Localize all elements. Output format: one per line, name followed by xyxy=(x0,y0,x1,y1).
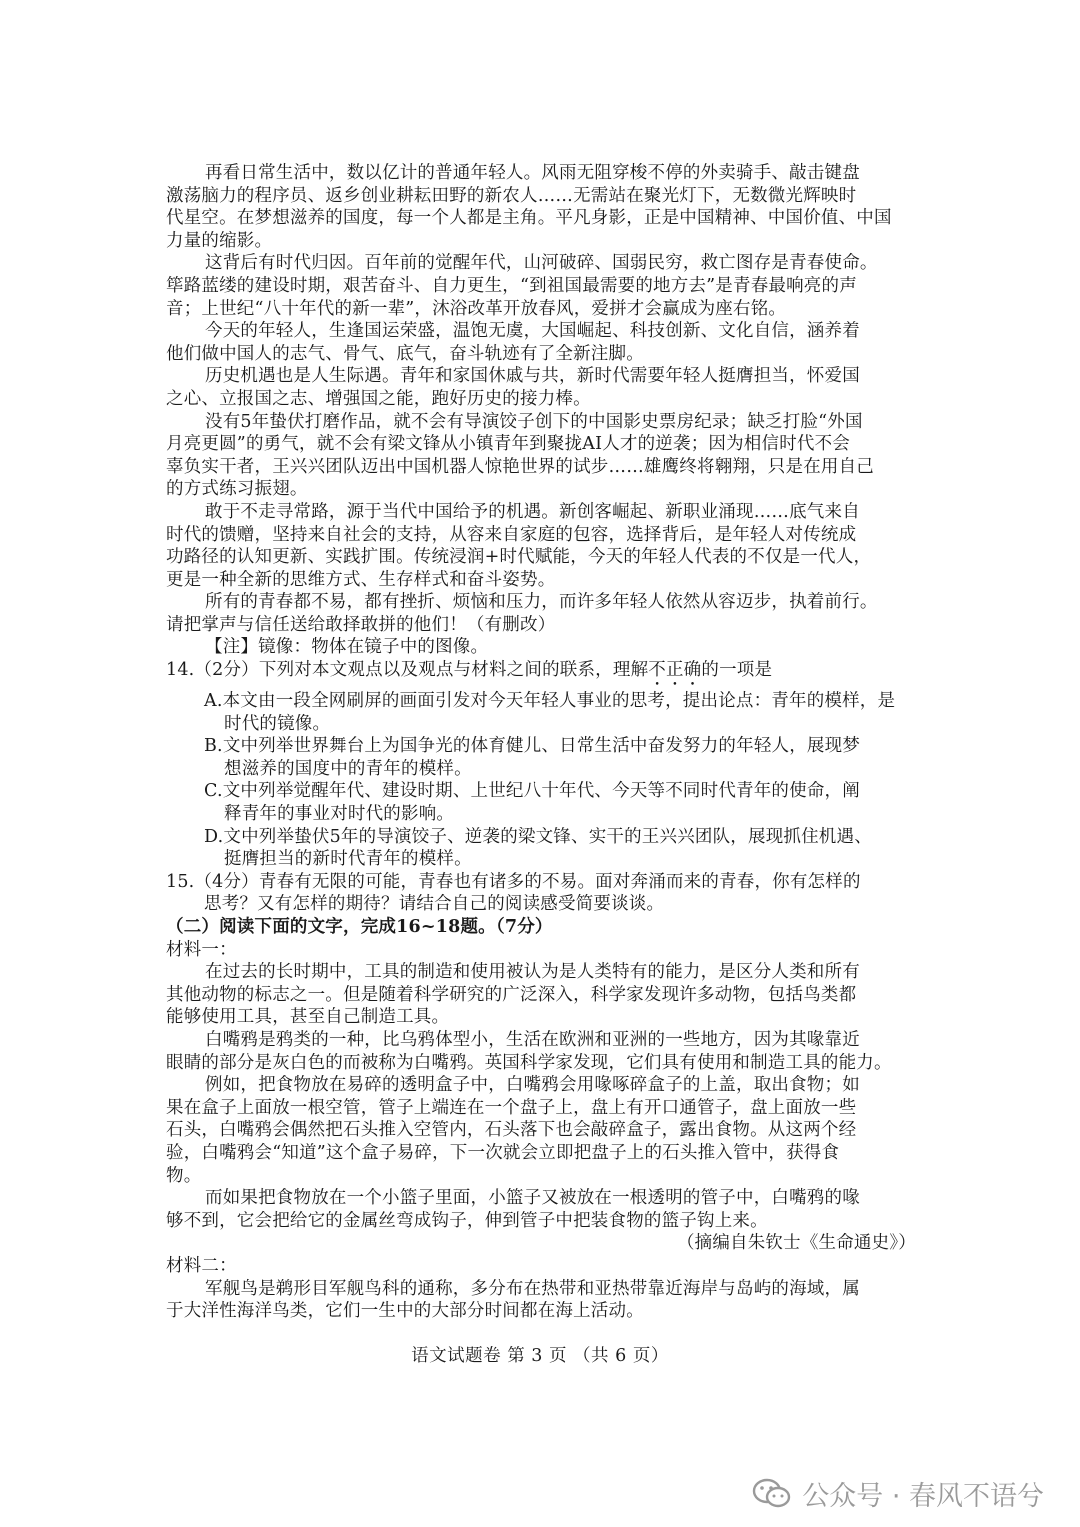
option-d-cont: 挺膺担当的新时代青年的模样。 xyxy=(224,849,472,870)
passage-note: 【注】镜像：物体在镜子中的图像。 xyxy=(205,637,489,658)
passage-line: 请把掌声与信任送给敢择敢拼的他们！（有删改） xyxy=(166,614,556,635)
option-a-cont: 时代的镜像。 xyxy=(224,713,331,734)
material-2-line: 军舰鸟是鹈形目军舰鸟科的通称，多分布在热带和亚热带靠近海岸与岛屿的海域，属 xyxy=(205,1278,860,1299)
material-1-line: 其他动物的标志之一。但是随着科学研究的广泛深入，科学家发现许多动物，包括鸟类都 xyxy=(166,984,857,1005)
material-1-line: 白嘴鸦是鸦类的一种，比乌鸦体型小，生活在欧洲和亚洲的一些地方，因为其喙靠近 xyxy=(205,1029,860,1050)
passage-line: 更是一种全新的思维方式、生存样式和奋斗姿势。 xyxy=(166,569,556,590)
question-15 xyxy=(166,871,922,916)
passage-line: 没有5年蛰伏打磨作品，就不会有导演饺子创下的中国影史票房纪录；缺乏打脸“外国 xyxy=(205,411,863,432)
passage-line: 今天的年轻人，生逢国运荣盛，温饱无虞，大国崛起、科技创新、文化自信，涵养着 xyxy=(205,321,860,342)
watermark xyxy=(752,1474,1044,1513)
section-2-heading: （二）阅读下面的文字，完成16~18题。（7分） xyxy=(166,917,553,937)
material-1-line: 够不到，它会把给它的金属丝弯成钩子，伸到管子中把装食物的篮子钩上来。 xyxy=(166,1210,768,1231)
question-15-line: 思考？又有怎样的期待？请结合自己的阅读感受简要谈谈。 xyxy=(204,894,665,915)
passage-line: 所有的青春都不易，都有挫折、烦恼和压力，而许多年轻人依然从容迈步，执着前行。 xyxy=(205,592,878,613)
passage xyxy=(166,162,922,659)
passage-line: 的方式练习振翅。 xyxy=(166,479,308,500)
option-b: B.文中列举世界舞台上为国争光的体育健儿、日常生活中奋发努力的年轻人，展现梦 xyxy=(204,736,861,757)
passage-line: 筚路蓝缕的建设时期，艰苦奋斗、自力更生，“到祖国最需要的地方去”是青春最响亮的声 xyxy=(166,275,857,296)
passage-line: 他们做中国人的志气、骨气、底气，奋斗轨迹有了全新注脚。 xyxy=(166,343,644,364)
page-footer: 语文试题卷 第 3 页 （共 6 页） xyxy=(411,1346,669,1366)
passage-line: 再看日常生活中，数以亿计的普通年轻人。风雨无阻穿梭不停的外卖骑手、敲击键盘 xyxy=(205,163,860,183)
passage-line: 力量的缩影。 xyxy=(166,230,273,251)
material-1-label: 材料一： xyxy=(166,939,237,960)
material-1-line: 物。 xyxy=(166,1165,202,1186)
material-2-line: 于大洋性海洋鸟类，它们一生中的大部分时间都在海上活动。 xyxy=(166,1301,644,1322)
question-14 xyxy=(166,659,922,871)
passage-line: 音；上世纪“八十年代的新一辈”，沐浴改革开放春风，爱拼才会赢成为座右铭。 xyxy=(166,298,787,319)
question-15-line: 15.（4分）青春有无限的可能，青春也有诸多的不易。面对奔涌而来的青春，你有怎样的 xyxy=(166,871,861,892)
passage-line: 历史机遇也是人生际遇。青年和家国休戚与共，新时代需要年轻人挺膺担当，怀爱国 xyxy=(205,366,860,387)
option-c: C.文中列举觉醒年代、建设时期、上世纪八十年代、今天等不同时代青年的使命，阐 xyxy=(204,781,860,802)
passage-line: 代星空。在梦想滋养的国度，每一个人都是主角。平凡身影，正是中国精神、中国价值、中国 xyxy=(166,208,892,229)
passage-line: 这背后有时代归因。百年前的觉醒年代，山河破碎、国弱民穷，救亡图存是青春使命。 xyxy=(205,253,878,274)
question-14-emphasis: 不正确 xyxy=(648,660,702,681)
material-2-label: 材料二： xyxy=(166,1255,237,1276)
material-1-line: 眼睛的部分是灰白色的而被称为白嘴鸦。英国科学家发现，它们具有使用和制造工具的能力。 xyxy=(166,1052,892,1073)
passage-line: 时代的馈赠，坚持来自社会的支持，从容来自家庭的包容，选择背后，是年轻人对传统成 xyxy=(166,524,857,545)
material-1-source: （摘编自朱钦士《生命通史》） xyxy=(676,1233,916,1254)
question-14-stem-text: 14.（2分）下列对本文观点以及观点与材料之间的联系，理解 xyxy=(166,660,649,681)
option-a: A.本文由一段全网刷屏的画面引发对今天年轻人事业的思考，提出论点：青年的模样，是 xyxy=(204,691,896,712)
material-1-line: 在过去的长时期中，工具的制造和使用被认为是人类特有的能力，是区分人类和所有 xyxy=(205,962,860,983)
option-d: D.文中列举蛰伏5年的导演饺子、逆袭的梁文锋、实干的王兴兴团队，展现抓住机遇、 xyxy=(204,826,872,847)
passage-line: 月亮更圆”的勇气，就不会有梁文锋从小镇青年到聚拢AI人才的逆袭；因为相信时代不会 xyxy=(166,434,850,455)
passage-line: 之心、立报国之志、增强国之能，跑好历史的接力棒。 xyxy=(166,388,591,409)
passage-line: 敢于不走寻常路，源于当代中国给予的机遇。新创客崛起、新职业涌现……底气来自 xyxy=(205,501,860,522)
wechat-official-account-icon xyxy=(752,1478,792,1510)
material-1-line: 例如，把食物放在易碎的透明盒子中，白嘴鸦会用喙啄碎盒子的上盖，取出食物；如 xyxy=(205,1075,860,1096)
material-1-line: 验，白嘴鸦会“知道”这个盒子易碎，下一次就会立即把盘子上的石头推入管中，获得食 xyxy=(166,1142,840,1163)
section-2 xyxy=(166,916,922,1323)
question-14-stem xyxy=(166,659,922,690)
material-1-line: 果在盒子上面放一根空管，管子上端连在一个盘子上，盘上有开口通管子，盘上面放一些 xyxy=(166,1097,857,1118)
exam-page xyxy=(166,162,922,1323)
question-14-stem-tail: 的一项是 xyxy=(701,660,773,681)
passage-line: 激荡脑力的程序员、返乡创业耕耘田野的新农人……无需站在聚光灯下，无数微光辉映时 xyxy=(166,185,857,206)
option-c-cont: 释青年的事业对时代的影响。 xyxy=(224,804,455,825)
passage-line: 辜负实干者，王兴兴团队迈出中国机器人惊艳世界的试步……雄鹰终将翱翔，只是在用自己 xyxy=(166,456,874,477)
material-1-line: 而如果把食物放在一个小篮子里面，小篮子又被放在一根透明的管子中，白嘴鸦的喙 xyxy=(205,1188,860,1209)
watermark-text: 公众号 · 春风不语兮 xyxy=(802,1481,1044,1512)
passage-line: 功路径的认知更新、实践扩围。传统浸润+时代赋能，今天的年轻人代表的不仅是一代人， xyxy=(166,547,872,568)
material-1-line: 能够使用工具，甚至自己制造工具。 xyxy=(166,1007,450,1028)
material-1-line: 石头，白嘴鸦会偶然把石头推入空管内，石头落下也会敲碎盒子，露出食物。从这两个经 xyxy=(166,1120,857,1141)
option-b-cont: 想滋养的国度中的青年的模样。 xyxy=(224,758,472,779)
